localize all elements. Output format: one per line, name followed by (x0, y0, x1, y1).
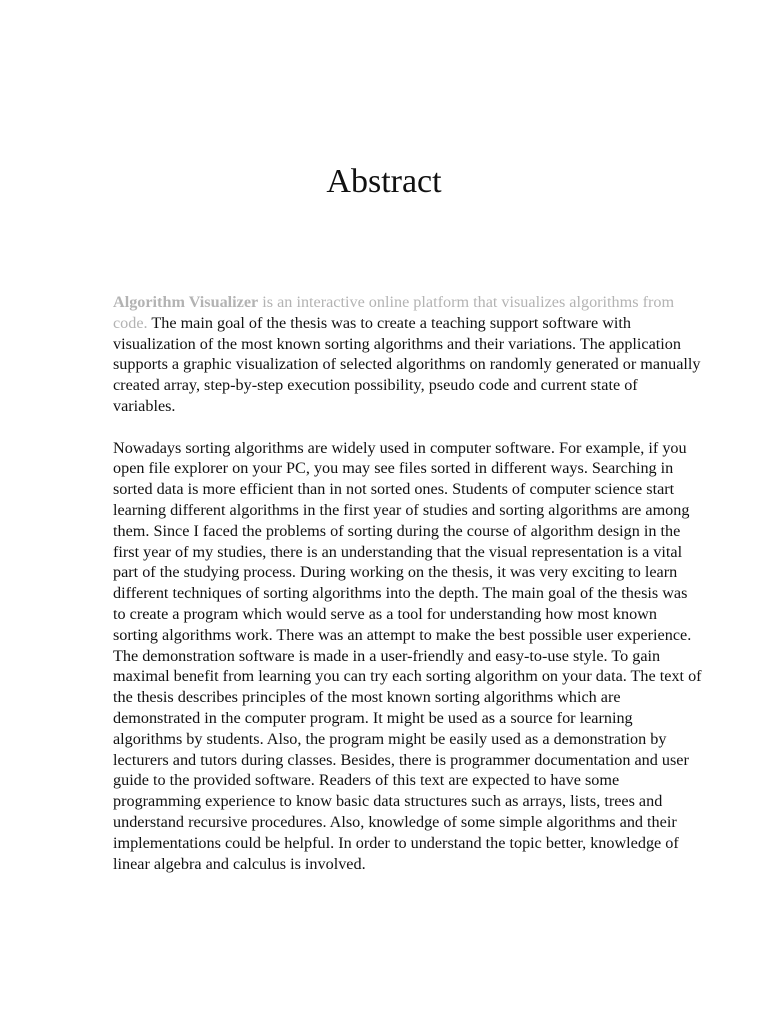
body-paragraph-2: Nowadays sorting algorithms are widely used in computer software. For example, if you open file explorer on your PC, you may see files sorted in different ways. Searching in sorted data is more efficient than in not sorted ones. Students of computer science start learning different algorithms in the first year of studies and sorting algorithms are among them. Since I faced the problems of sorting during the course of algorithm design in the first year of my studies, there is an understanding that the visual representation is a vital part of the studying process. During working on the thesis, it was very exciting to learn different techniques of sorting algorithms into the depth. The main goal of the thesis was to create a program which would serve as a tool for understanding how most known sorting algorithms work. There was an attempt to make the best possible user experience. The demonstration software is made in a user-friendly and easy-to-use style. To gain maximal benefit from learning you can try each sorting algorithm on your data. The text of the thesis describes principles of the most known sorting algorithms which are demonstrated in the computer program. It might be used as a source for learning algorithms by students. Also, the program might be easily used as a demonstration by lecturers and tutors during classes. Besides, there is programmer documentation and user guide to the provided software. Readers of this text are expected to have some programming experience to know basic data structures such as arrays, lists, trees and understand recursive procedures. Also, knowledge of some simple algorithms and their implementations could be helpful. In order to understand the topic better, knowledge of linear algebra and calculus is involved. (113, 438, 702, 873)
intro-paragraph (113, 292, 703, 417)
intro-text: The main goal of the thesis was to create a teaching support software with visualization of the most known sorting algorithms and their variations. The application supports a graphic visualization of selected algorithms on randomly generated or manually created array, step-by-step execution possibility, pseudo code and current state of variables. (113, 313, 701, 415)
abstract-body (113, 292, 703, 874)
page-title: Abstract (326, 163, 442, 200)
highlight-name: Algorithm Visualizer (113, 293, 259, 311)
highlight-rest: is an interactive online platform that visualizes algorithms from code. (113, 293, 675, 332)
